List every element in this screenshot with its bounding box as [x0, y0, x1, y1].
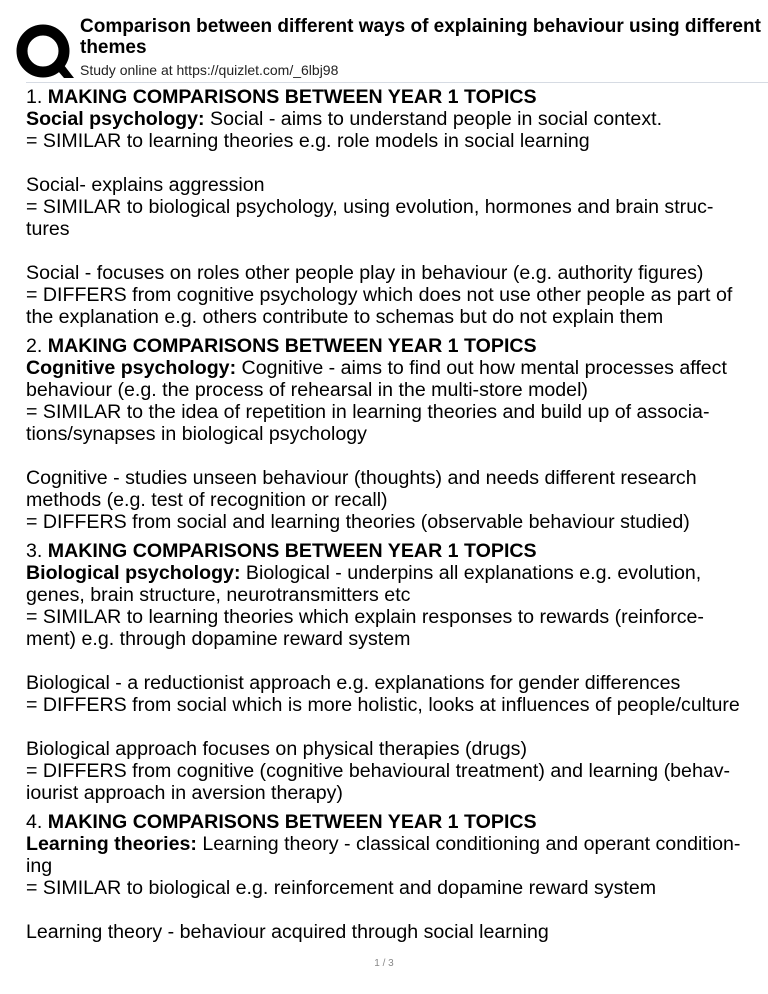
- text-line: [26, 108, 768, 130]
- line-text: behaviour (e.g. the process of rehearsal in the multi-store model): [26, 379, 588, 401]
- text-line: [26, 855, 768, 877]
- line-text: ing: [26, 855, 53, 877]
- line-text: Social - focuses on roles other people play in behaviour (e.g. authority figures): [26, 262, 704, 284]
- text-line: [26, 467, 768, 489]
- section-heading: [26, 86, 768, 108]
- section-number: 1.: [26, 86, 43, 108]
- text-line: [26, 357, 768, 379]
- topic-label: Social psychology:: [26, 108, 205, 130]
- study-online-link[interactable]: Study online at https://quizlet.com/_6lbj98: [80, 62, 339, 78]
- line-text: methods (e.g. test of recognition or recall): [26, 489, 388, 511]
- header-divider: [26, 82, 768, 83]
- text-line: [26, 921, 768, 943]
- text-line: [26, 899, 768, 921]
- line-text: Cognitive - studies unseen behaviour (thoughts) and needs different research: [26, 467, 697, 489]
- text-line: [26, 423, 768, 445]
- line-text: iourist approach in aversion therapy): [26, 782, 343, 804]
- section-number: 3.: [26, 540, 43, 562]
- text-line: [26, 782, 768, 804]
- section-heading-text: MAKING COMPARISONS BETWEEN YEAR 1 TOPICS: [47, 86, 537, 108]
- text-line: [26, 379, 768, 401]
- title-line-2: themes: [80, 37, 147, 58]
- line-text: Learning theory - behaviour acquired through social learning: [26, 921, 549, 943]
- line-text: Biological - underpins all explanations e.g. evolution,: [240, 562, 702, 584]
- text-line: [26, 584, 768, 606]
- line-text: the explanation e.g. others contribute to schemas but do not explain them: [26, 306, 664, 328]
- line-text: = SIMILAR to learning theories which explain responses to rewards (reinforce-: [26, 606, 704, 628]
- line-text: Biological approach focuses on physical therapies (drugs): [26, 738, 528, 760]
- text-line: [26, 650, 768, 672]
- text-line: [26, 694, 768, 716]
- flashcard-section: [26, 335, 768, 533]
- line-text: = DIFFERS from social which is more holistic, looks at influences of people/culture: [26, 694, 740, 716]
- text-line: [26, 672, 768, 694]
- line-text: Learning theory - classical conditioning and operant condition-: [196, 833, 741, 855]
- line-text: = SIMILAR to biological psychology, using evolution, hormones and brain struc-: [26, 196, 714, 218]
- line-text: = DIFFERS from social and learning theories (observable behaviour studied): [26, 511, 690, 533]
- quizlet-logo-icon: [14, 22, 76, 84]
- section-heading-text: MAKING COMPARISONS BETWEEN YEAR 1 TOPICS: [47, 540, 537, 562]
- document-title: [80, 16, 768, 58]
- section-heading-text: MAKING COMPARISONS BETWEEN YEAR 1 TOPICS: [47, 811, 537, 833]
- text-line: [26, 174, 768, 196]
- flashcard-section: [26, 86, 768, 328]
- line-text: Cognitive - aims to find out how mental processes affect: [236, 357, 727, 379]
- topic-label: Cognitive psychology:: [26, 357, 237, 379]
- text-line: [26, 240, 768, 262]
- text-line: [26, 284, 768, 306]
- text-line: [26, 606, 768, 628]
- text-line: [26, 489, 768, 511]
- text-line: [26, 196, 768, 218]
- line-text: Biological - a reductionist approach e.g. explanations for gender differences: [26, 672, 681, 694]
- line-text: = DIFFERS from cognitive psychology which does not use other people as part of: [26, 284, 733, 306]
- text-line: [26, 445, 768, 467]
- text-line: [26, 760, 768, 782]
- text-line: [26, 152, 768, 174]
- line-text: Social - aims to understand people in social context.: [204, 108, 663, 130]
- text-line: [26, 628, 768, 650]
- text-line: [26, 130, 768, 152]
- flashcard-section: [26, 811, 768, 943]
- line-text: = DIFFERS from cognitive (cognitive behavioural treatment) and learning (behav-: [26, 760, 731, 782]
- text-line: [26, 262, 768, 284]
- line-text: Social- explains aggression: [26, 174, 265, 196]
- text-line: [26, 562, 768, 584]
- text-line: [26, 218, 768, 240]
- line-text: = SIMILAR to the idea of repetition in learning theories and build up of associa-: [26, 401, 710, 423]
- topic-label: Biological psychology:: [26, 562, 241, 584]
- text-line: [26, 738, 768, 760]
- title-line-1: Comparison between different ways of explaining behaviour using different: [80, 16, 761, 37]
- section-heading-text: MAKING COMPARISONS BETWEEN YEAR 1 TOPICS: [47, 335, 537, 357]
- text-line: [26, 716, 768, 738]
- line-text: tures: [26, 218, 70, 240]
- line-text: ment) e.g. through dopamine reward system: [26, 628, 411, 650]
- line-text: = SIMILAR to learning theories e.g. role models in social learning: [26, 130, 590, 152]
- topic-label: Learning theories:: [26, 833, 197, 855]
- section-heading: [26, 811, 768, 833]
- text-line: [26, 401, 768, 423]
- text-line: [26, 511, 768, 533]
- flashcard-section: [26, 540, 768, 804]
- line-text: genes, brain structure, neurotransmitters etc: [26, 584, 411, 606]
- page-number: 1 / 3: [374, 958, 394, 969]
- section-number: 2.: [26, 335, 43, 357]
- section-heading: [26, 335, 768, 357]
- text-line: [26, 306, 768, 328]
- text-line: [26, 877, 768, 899]
- document-content: [26, 86, 768, 950]
- text-line: [26, 833, 768, 855]
- line-text: = SIMILAR to biological e.g. reinforcement and dopamine reward system: [26, 877, 657, 899]
- section-heading: [26, 540, 768, 562]
- section-number: 4.: [26, 811, 43, 833]
- line-text: tions/synapses in biological psychology: [26, 423, 367, 445]
